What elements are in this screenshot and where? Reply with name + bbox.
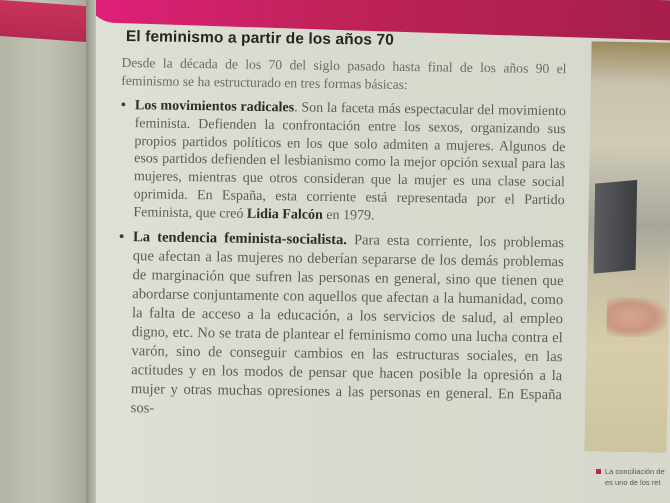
highlight-name: Lidia Falcón	[246, 206, 323, 223]
intro-paragraph: Desde la década de los 70 del siglo pasado hasta final de los años 90 el feminismo se ha estructurado en tres formas básicas:	[121, 54, 567, 92]
photo-caption	[596, 466, 670, 488]
caption-line-2: es uno de los ret	[605, 478, 661, 487]
side-photo	[584, 41, 670, 452]
bullet-text-end: en 1979.	[322, 207, 375, 224]
left-page-color-band	[0, 0, 96, 43]
bullet-icon: •	[118, 228, 125, 245]
photo-monitor-shape	[594, 180, 638, 274]
caption-line-1: La conciliación de	[605, 467, 665, 476]
left-page	[0, 0, 96, 503]
text-column	[116, 28, 566, 430]
bullet-icon: •	[120, 97, 126, 114]
bullet-term: La tendencia feminista-socialista.	[132, 228, 348, 248]
section-title: El feminismo a partir de los años 70	[125, 28, 395, 49]
bullet-term: Los movimientos radicales	[134, 98, 295, 116]
bullet-text: Para esta corriente, los problemas que afectan a las mujeres no deberían separarse de los demás problemas de marginación que sufren las personas en general, sino que tienen que abordarse conjuntamente con aquellos que afectan a la humanidad, como la falta de acceso a la educación, a los servicios de salud, al empleo digno, etc. No se trata de plantear el feminismo como una lucha contra el varón, sino de conseguir cambios en las estructuras sociales, en las actitudes y en los modos de pensar que hacen posible la opresión a la mujer y otras muchas opresiones a las personas en general. En España sos-	[130, 231, 565, 417]
photo-hand-shape	[606, 297, 667, 338]
bullet-item-radicales	[119, 97, 566, 228]
bullet-text: . Son la faceta más espectacular del movimiento feminista. Defienden la confrontación entre los sexos, organizando sus propios partidos políticos en los que solo admiten a mujeres. Algunos de esos partidos defienden el lesbianismo como la mejor opción sexual para las mujeres, mientras que otros consideran que la mujer es una clase social oprimida. En España, esta corriente está representada por el Partido Feminista, que creó	[133, 100, 566, 222]
right-page	[96, 0, 670, 503]
bullet-item-socialista	[117, 228, 565, 424]
caption-marker-icon	[596, 469, 601, 474]
